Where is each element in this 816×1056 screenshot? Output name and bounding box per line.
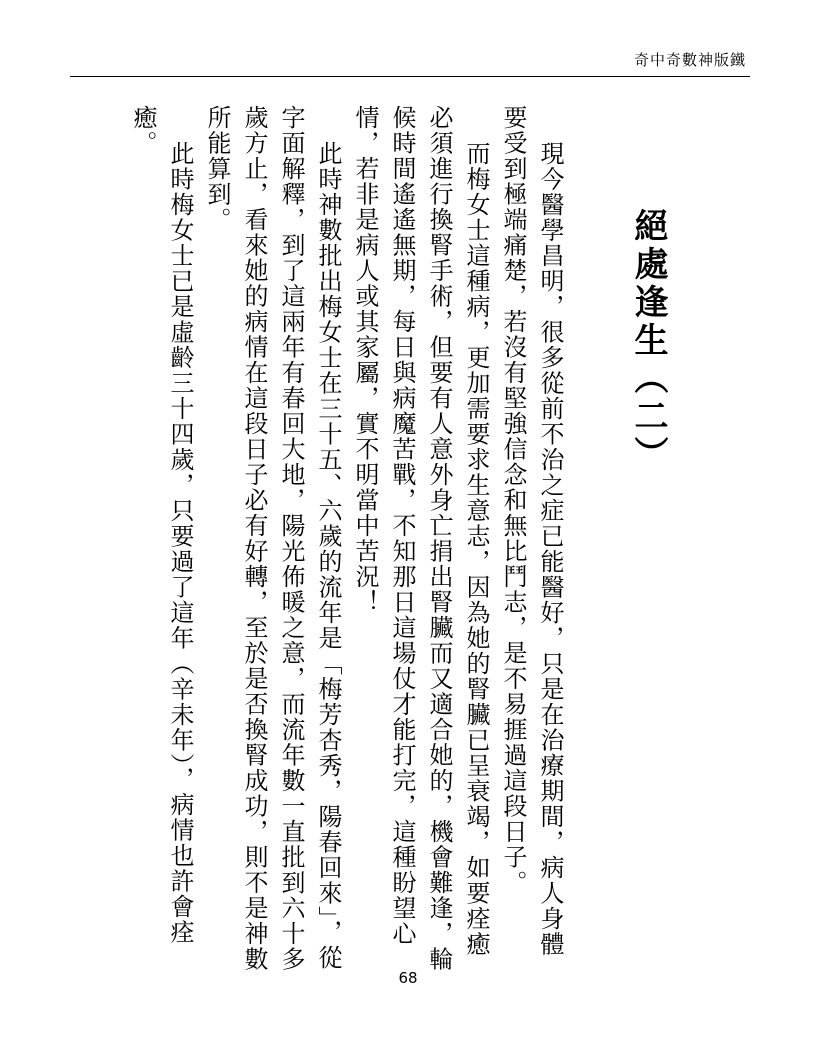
header-divider [70,76,750,77]
paragraph-1: 現今醫學昌明，很多從前不治之症已能醫好，只是在治療期間，病人身體要受到極端痛楚，若沒有堅強信念和無比鬥志，是不易捱過這段日子。 [499,105,564,957]
paragraph-2: 而梅女士這種病，更加需要求生意志，因為她的腎臟已呈衰竭，如要痊癒必須進行換腎手術，但要有人意外身亡捐出腎臟而又適合她的，機會難逢，輪候時間遙遙無期，每日與病魔苦戰，不知那日這場仗才能打完，這種盼望心情，若非是病人或其家屬，實不明當中苦況！ [351,105,490,972]
page-number: 68 [398,969,418,987]
paragraph-4: 此時梅女士已是虛齡三十四歲，只要過了這年（辛未年），病情也許會痊癒。 [129,105,194,945]
chapter-title: 絕處逢生（二） [628,208,668,474]
running-header-title: 奇中奇數神版鐵 [633,51,746,69]
paragraph-3: 此時神數批出梅女士在三十五、六歲的流年是「梅芳杏秀，陽春回來」，從字面解釋，到了這兩年有春回大地，陽光佈暖之意，而流年數一直批到六十多歲方止，看來她的病情在這段日子必有好轉，至於是否換腎成功，則不是神數所能算到。 [203,105,342,972]
body-text [124,105,568,975]
